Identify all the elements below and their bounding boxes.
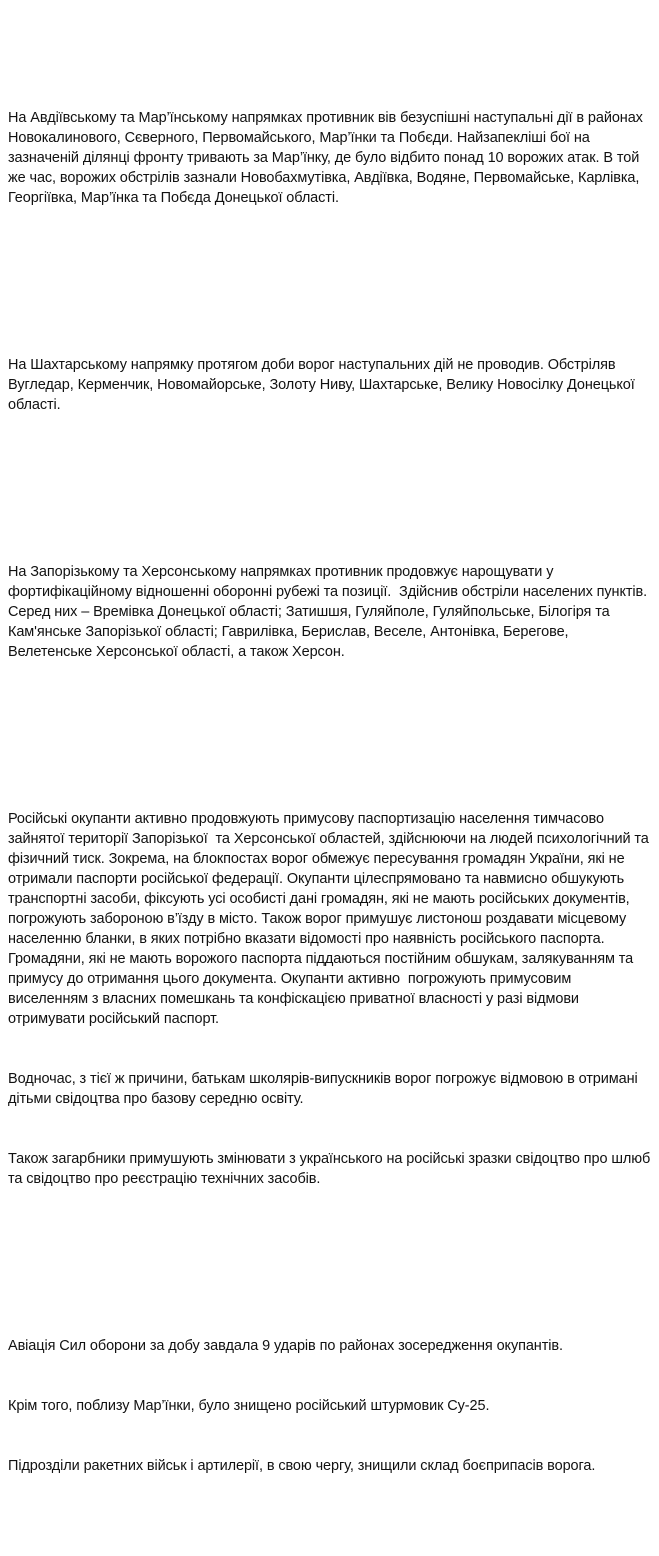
paragraph-school-certificates: Водночас, з тієї ж причини, батькам школярів-випускників ворог погрожує відмовою в отримані дітьми свідоцтва про базову середню освіту. [8,1071,642,1107]
paragraph-marriage-certificates: Також загарбники примушують змінювати з українського на російські зразки свідоцтво про шлюб та свідоцтво про реєстрацію технічних засобів. [8,1151,655,1187]
report-block-strikes [8,1296,652,1516]
paragraph-zaporizhzhia-kherson: На Запорізькому та Херсонському напрямках противник продовжує нарощувати у фортифікаційному відношенні оборонні рубежі та позиції. Здійснив обстріли населених пунктів. Серед них – Времівка Донецької області; Затишшя, Гуляйполе, Гуляйпольське, Білогіря та Кам'янське Запорізької області; Гаврилівка, Берислав, Веселе, Антонівка, Берегове, Велетенське Херсонської області, а також Херсон. [8,564,651,660]
report-block-avdiivka-maryinka [8,68,652,248]
report-block-zaporizhzhia-kherson [8,522,652,702]
paragraph-aviation-strikes: Авіація Сил оборони за добу завдала 9 ударів по районах зосередження окупантів. [8,1338,563,1354]
paragraph-shakhtarske: На Шахтарському напрямку протягом доби ворог наступальних дій не проводив. Обстріляв Вугледар, Керменчик, Новомайорське, Золоту Ниву, Шахтарське, Велику Новосілку Донецької області. [8,357,639,413]
paragraph-su25-destroyed: Крім того, поблизу Мар’їнки, було знищено російський штурмовик Су-25. [8,1398,490,1414]
report-block-occupation [8,769,655,1229]
paragraph-artillery-ammo-depot: Підрозділи ракетних військ і артилерії, в свою чергу, знищили склад боєприпасів ворога. [8,1458,596,1474]
paragraph-passportization: Російські окупанти активно продовжують примусову паспортизацію населення тимчасово зайнятої території Запорізької та Херсонської областей, здійснюючи на людей психологічний та фізичний тиск. Зокрема, на блокпостах ворог обмежує пересування громадян України, які не отримали паспорти російської федерації. Окупанти цілеспрямовано та навмисно обшукують транспортні засоби, фіксують усі особисті дані громадян, які не мають російських документів, погрожують забороною в’їзду в місто. Також ворог примушує листонош роздавати місцевому населенню бланки, в яких потрібно вказати відомості про наявність російського паспорта. Громадяни, які не мають ворожого паспорта піддаються постійним обшукам, залякуванням та примусу до отримання цього документа. Окупанти активно погрожують примусовим виселенням з власних помешкань та конфіскацією приватної власності у разі відмови отримувати російський паспорт. [8,811,653,1027]
report-block-shakhtarske [8,315,652,455]
paragraph-avdiivka-maryinka: На Авдіївському та Мар’їнському напрямках противник вів безуспішні наступальні дії в районах Новокалинового, Сєверного, Первомайського, Мар’їнки та Побєди. Найзапекліші бої на зазначеній ділянці фронту тривають за Мар’їнку, де було відбито понад 10 ворожих атак. В той же час, ворожих обстрілів зазнали Новобахмутівка, Авдіївка, Водяне, Первомайське, Карлівка, Георгіївка, Мар’їнка та Побєда Донецької області. [8,110,647,206]
